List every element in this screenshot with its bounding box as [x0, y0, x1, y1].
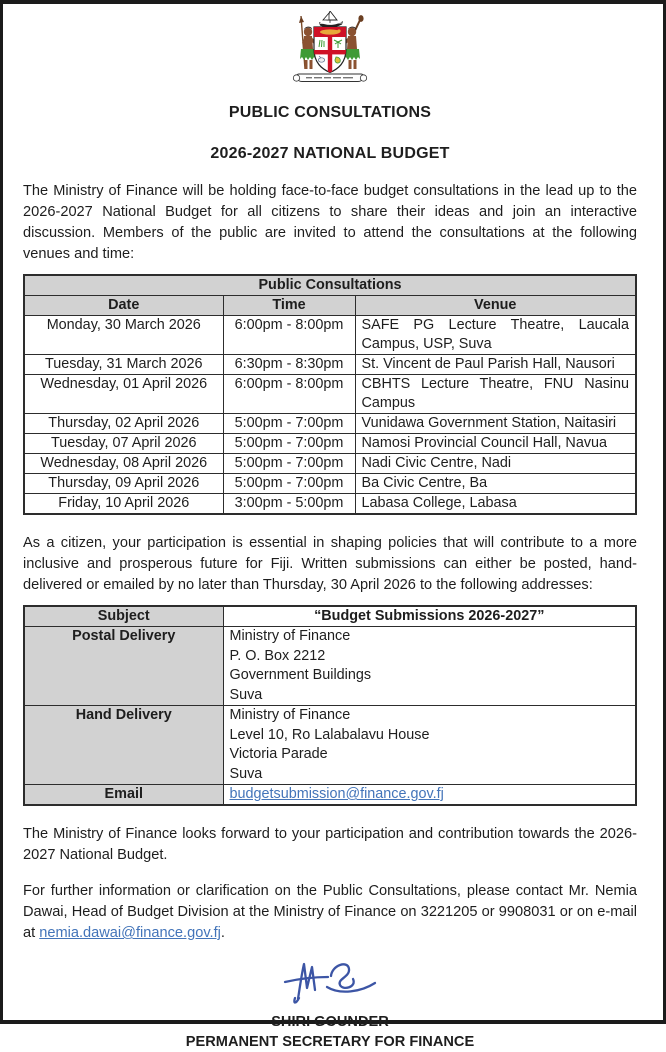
table-row — [24, 706, 636, 785]
signature-ink-icon — [270, 954, 390, 1010]
time-cell: 5:00pm - 7:00pm — [223, 434, 355, 454]
venue-cell: St. Vincent de Paul Parish Hall, Nausori — [355, 355, 636, 375]
email-value-cell — [223, 785, 636, 806]
submissions-paragraph: As a citizen, your participation is essential in shaping policies that will contribute to a more inclusive and prosperous future for Fiji. Written submissions can either be posted, hand-delivered or emailed by no later than Thursday, 30 April 2026 to the following addresses: — [23, 535, 637, 593]
hand-label-cell: Hand Delivery — [24, 706, 223, 785]
address-line: Victoria Parade — [229, 746, 328, 762]
time-cell: 6:00pm - 8:00pm — [223, 375, 355, 414]
submissions-table — [23, 605, 637, 806]
date-cell: Monday, 30 March 2026 — [24, 316, 223, 355]
table-row — [24, 355, 636, 375]
motto-scroll-icon — [293, 74, 366, 82]
contact-text: For further information or clarification on the Public Consultations, please contact Mr. Nemia Dawai, Head of Budget Division at the Ministry of Finance on 3221205 or 9908031 or on e-mail at — [23, 883, 637, 941]
shield-icon — [314, 27, 346, 73]
address-line: Level 10, Ro Lalabalavu House — [229, 726, 430, 743]
address-line: Suva — [229, 765, 263, 782]
signatory-title: PERMANENT SECRETARY FOR FINANCE — [185, 1034, 475, 1050]
fiji-coat-of-arms-image — [283, 11, 377, 89]
table-row — [24, 606, 636, 627]
date-cell: Wednesday, 08 April 2026 — [24, 454, 223, 474]
subject-value-cell: “Budget Submissions 2026-2027” — [223, 606, 636, 627]
table-row — [24, 474, 636, 494]
date-cell: Friday, 10 April 2026 — [24, 494, 223, 515]
table-row — [24, 434, 636, 454]
address-line: Government Buildings — [229, 667, 372, 683]
table-row — [24, 627, 636, 706]
time-cell: 5:00pm - 7:00pm — [223, 414, 355, 434]
postal-address-cell — [223, 627, 636, 706]
venue-cell: SAFE PG Lecture Theatre, Laucala Campus, USP, Suva — [355, 316, 636, 355]
consultations-table-title: Public Consultations — [24, 275, 636, 296]
venue-cell: Ba Civic Centre, Ba — [355, 474, 636, 494]
signature-image — [23, 954, 637, 1010]
date-cell: Wednesday, 01 April 2026 — [24, 375, 223, 414]
submission-email-link[interactable]: budgetsubmission@finance.gov.fj — [229, 786, 444, 802]
table-row — [24, 316, 636, 355]
page-subtitle: 2026-2027 NATIONAL BUDGET — [210, 145, 450, 162]
time-cell: 5:00pm - 7:00pm — [223, 474, 355, 494]
email-label-cell: Email — [24, 785, 223, 806]
venue-cell: Vunidawa Government Station, Naitasiri — [355, 414, 636, 434]
address-line: Suva — [229, 686, 263, 703]
contact-email-link[interactable]: nemia.dawai@finance.gov.fj — [39, 925, 221, 941]
table-row — [24, 494, 636, 515]
postal-label-cell: Postal Delivery — [24, 627, 223, 706]
col-header-venue: Venue — [355, 296, 636, 316]
date-cell: Tuesday, 31 March 2026 — [24, 355, 223, 375]
time-cell: 6:00pm - 8:00pm — [223, 316, 355, 355]
venue-cell: Nadi Civic Centre, Nadi — [355, 454, 636, 474]
contact-text-end: . — [220, 925, 225, 941]
venue-cell: Labasa College, Labasa — [355, 494, 636, 515]
contact-paragraph — [23, 881, 637, 944]
table-row — [24, 454, 636, 474]
table-row — [24, 785, 636, 806]
crest-canoe-icon — [319, 11, 343, 28]
col-header-time: Time — [223, 296, 355, 316]
intro-paragraph: The Ministry of Finance will be holding face-to-face budget consultations in the lead up to the 2026-2027 National Budget for all citizens to share their ideas and join an interactive discussion. Members of the public are invited to attend the consultations at the following venues and time: — [23, 183, 637, 262]
subject-label-cell: Subject — [24, 606, 223, 627]
time-cell: 5:00pm - 7:00pm — [223, 454, 355, 474]
table-row — [24, 414, 636, 434]
date-cell: Thursday, 09 April 2026 — [24, 474, 223, 494]
fiji-coat-of-arms — [23, 11, 637, 91]
address-line: P. O. Box 2212 — [229, 647, 326, 664]
time-cell: 3:00pm - 5:00pm — [223, 494, 355, 515]
date-cell: Thursday, 02 April 2026 — [24, 414, 223, 434]
venue-cell: Namosi Provincial Council Hall, Navua — [355, 434, 636, 454]
consultations-table — [23, 274, 637, 515]
table-row — [24, 375, 636, 414]
time-cell: 6:30pm - 8:30pm — [223, 355, 355, 375]
signatory-name: SHIRI GOUNDER — [271, 1014, 389, 1030]
hand-address-cell — [223, 706, 636, 785]
venue-cell: CBHTS Lecture Theatre, FNU Nasinu Campus — [355, 375, 636, 414]
page-title: PUBLIC CONSULTATIONS — [228, 104, 432, 121]
address-line: Ministry of Finance — [229, 707, 351, 723]
address-line: Ministry of Finance — [229, 628, 351, 644]
col-header-date: Date — [24, 296, 223, 316]
date-cell: Tuesday, 07 April 2026 — [24, 434, 223, 454]
closing-paragraph: The Ministry of Finance looks forward to your participation and contribution towards the 2026-2027 National Budget. — [23, 826, 637, 863]
right-warrior-icon — [344, 15, 364, 69]
